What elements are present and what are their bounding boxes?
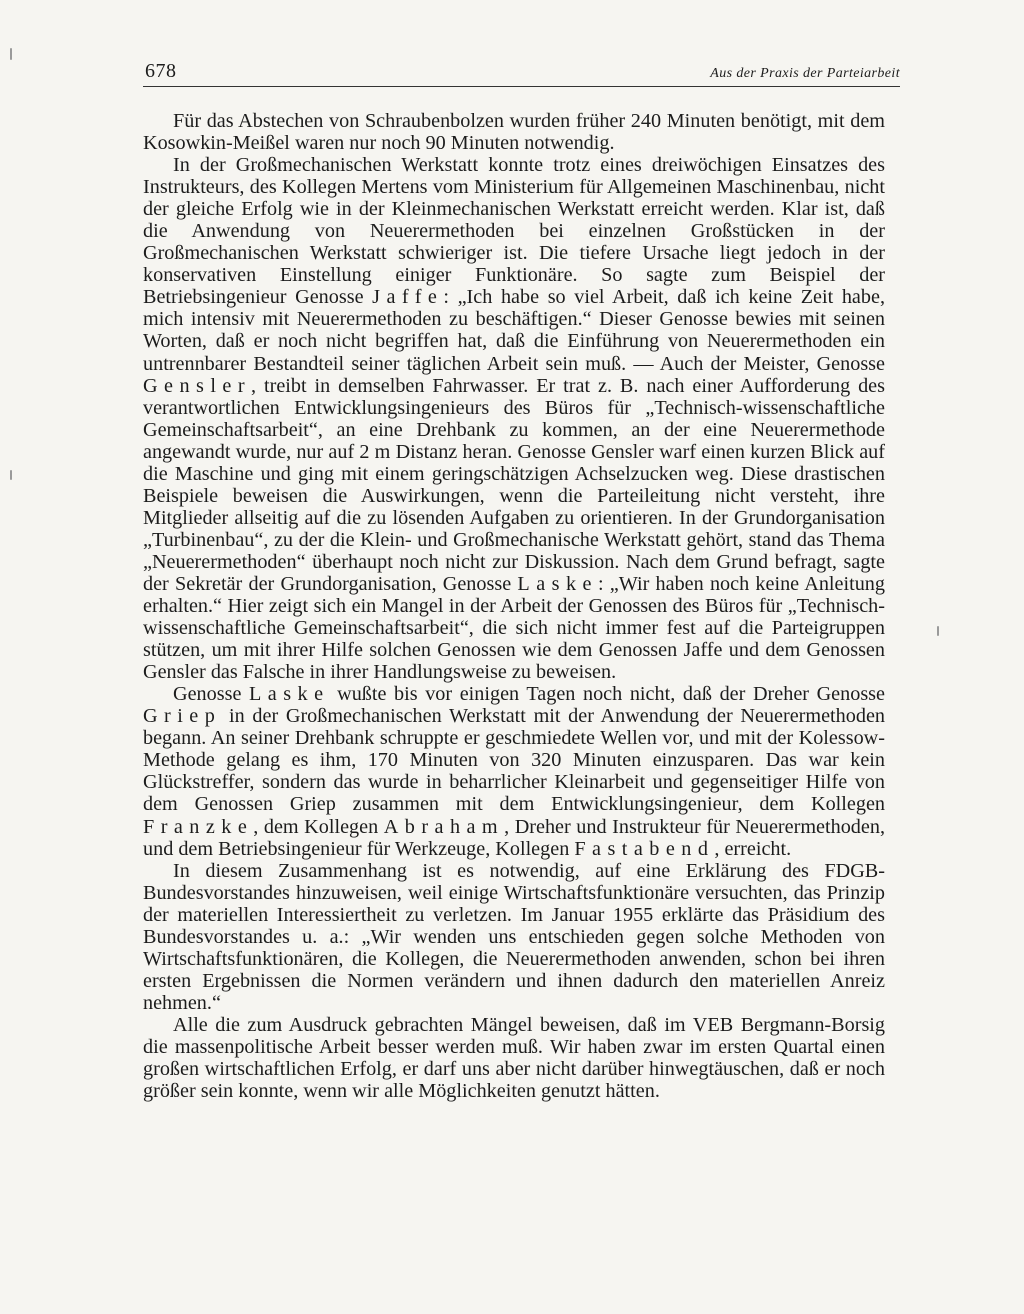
text-run: , erreicht. xyxy=(714,837,792,860)
text-run: , dem Kollegen xyxy=(253,815,384,838)
running-head: Aus der Praxis der Parteiarbeit xyxy=(710,66,900,81)
text-run: In der Großmechanischen Werkstatt konnte trotz eines dreiwöchigen Einsatzes des Instrukteurs, des Kollegen Mertens vom Ministerium für Allgemeinen Maschinenbau, nicht der gleiche Erfolg wie in der Kleinmechanischen Werkstatt erreicht werden. Klar ist, daß die Anwendung von Neuerermethoden bei einzelnen Großstücken in der Großmechanischen Werkstatt schwieriger ist. Die tiefere Ursache liegt jedoch in der konservativen Einstellung einiger Funktionäre. So sagte zum Beispiel der Betriebsingenieur Genosse xyxy=(143,154,885,309)
spaced-name: Fastabend xyxy=(574,837,715,860)
text-run: , Dreher und Instrukteur für Neuerermethoden, und dem Betriebsingenieur für Werkzeuge, Kollegen xyxy=(143,815,885,860)
text-run: wußte bis vor einigen Tagen noch nicht, daß der Dreher Genosse xyxy=(329,683,885,706)
scan-edge-mark xyxy=(10,48,12,60)
paragraph xyxy=(143,860,885,1014)
header-rule xyxy=(143,86,900,87)
spaced-name: Franzke xyxy=(143,815,254,838)
paragraph xyxy=(143,1014,885,1102)
text-run: : „Ich habe so viel Arbeit, daß ich keine Zeit habe, mich intensiv mit Neuerermethoden zu beschäftigen.“ Dieser Genosse bewies mit seinen Worten, daß er noch nicht begriffen hat, daß die Einführung von Neuerermethoden ein untrennbarer Bestandteil seiner täglichen Arbeit sein muß. — Auch der Meister, Genosse xyxy=(143,286,885,375)
paragraph xyxy=(143,154,885,683)
spaced-name: Gensler xyxy=(143,374,252,397)
text-run: In diesem Zusammenhang ist es notwendig, auf eine Erklärung des FDGB-Bundesvorstandes hinzuweisen, weil einige Wirtschaftsfunktionäre versuchten, das Prinzip der materiellen Interessiertheit zu verletzen. Im Januar 1955 erklärte das Präsidium des Bundesvorstandes u. a.: „Wir wenden uns entschieden gegen solche Methoden von Wirtschaftsfunktionären, die Kollegen, die Neuerermethoden anwenden, schon bei ihren ersten Ergebnissen die Normen verändern und ihnen dadurch den materiellen Anreiz nehmen.“ xyxy=(143,859,885,1014)
text-run: : „Wir haben noch keine Anleitung erhalten.“ Hier zeigt sich ein Mangel in der Arbeit der Genossen des Büros für „Technisch-wissenschaftliche Gemeinschaftsarbeit“, die sich nicht immer fest auf die Parteigruppen stützen, um mit ihrer Hilfe solchen Genossen wie dem Genossen Jaffe und dem Genossen Gensler das Falsche in ihrer Handlungsweise zu beweisen. xyxy=(143,572,885,684)
spaced-name: Jaffe xyxy=(372,286,444,309)
page-header xyxy=(143,58,900,88)
spaced-name: Griep xyxy=(143,705,222,728)
paragraph xyxy=(143,110,885,154)
scan-edge-mark xyxy=(10,470,12,480)
spaced-name: Laske xyxy=(517,572,598,595)
text-run: in der Großmechanischen Werkstatt mit der Anwendung der Neuerermethoden begann. An seiner Drehbank schruppte er geschmiedete Wellen vor, und mit der Kolessow-Methode gelang es ihm, 170 Minuten von 320 Minuten einzusparen. Das war kein Glückstreffer, sondern das wurde in beharrlicher Kleinarbeit und gegenseitiger Hilfe von dem Genossen Griep zusammen mit dem Entwicklungsingenieur, dem Kollegen xyxy=(143,705,885,816)
text-run: , treibt in demselben Fahrwasser. Er trat z. B. nach einer Aufforderung des verantwortlichen Entwicklungsingenieurs des Büros für „Technisch-wissenschaftliche Gemeinschaftsarbeit“, an eine Drehbank zu kommen, an der eine Neuerermethode angewandt wurde, nur auf 2 m Distanz heran. Genosse Gensler warf einen kurzen Blick auf die Maschine und ging mit einem geringschätzigen Achselzucken weg. Diese drastischen Beispiele beweisen die Auswirkungen, wenn die Parteileitung nicht versteht, ihre Mitglieder allseitig auf die zu lösenden Aufgaben zu orientieren. In der Grundorganisation „Turbinenbau“, zu der die Klein- und Großmechanische Werkstatt gehört, stand das Thema „Neuerermethoden“ überhaupt noch nicht zur Diskussion. Nach dem Grund befragt, sagte der Sekretär der Grundorganisation, Genosse xyxy=(143,374,885,595)
spaced-name: Abraham xyxy=(383,815,505,838)
paragraph xyxy=(143,683,885,859)
page-number: 678 xyxy=(145,60,177,82)
article-body xyxy=(143,110,885,1102)
text-run: Für das Abstechen von Schraubenbolzen wurden früher 240 Minuten benötigt, mit dem Kosowkin-Meißel waren nur noch 90 Minuten notwendig. xyxy=(143,110,885,155)
spaced-name: Laske xyxy=(249,683,330,706)
text-run: Alle die zum Ausdruck gebrachten Mängel beweisen, daß im VEB Bergmann-Borsig die massenpolitische Arbeit besser werden muß. Wir haben zwar im ersten Quartal einen großen wirtschaftlichen Erfolg, er darf uns aber nicht darüber hinwegtäuschen, daß er noch größer sein konnte, wenn wir alle Möglichkeiten genutzt hätten. xyxy=(143,1013,885,1103)
text-run: Genosse xyxy=(173,683,249,706)
scan-edge-mark xyxy=(937,626,939,636)
